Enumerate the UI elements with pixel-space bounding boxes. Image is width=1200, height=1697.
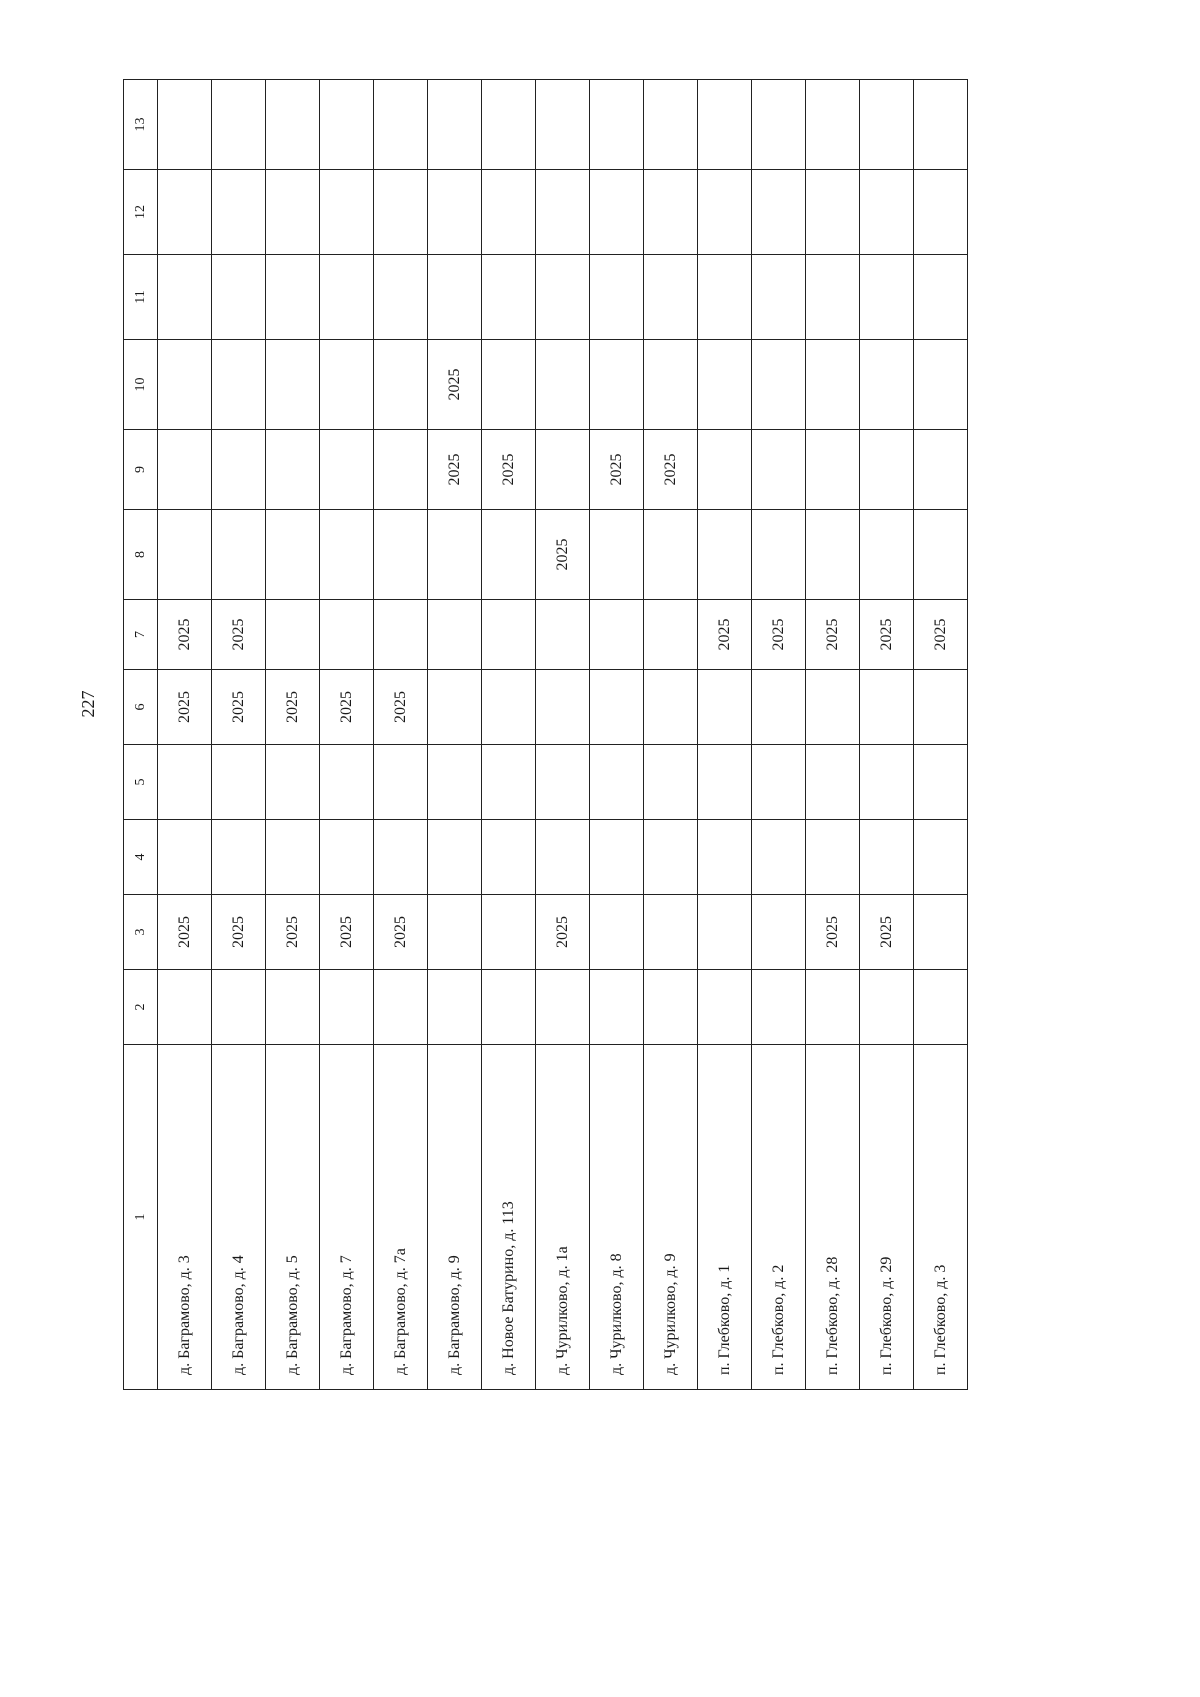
empty-cell (482, 80, 536, 170)
empty-cell (752, 510, 806, 600)
table-row (374, 80, 428, 1390)
empty-cell (428, 895, 482, 970)
year-cell: 2025 (320, 670, 374, 745)
table-header-row (124, 80, 158, 1390)
year-cell: 2025 (158, 895, 212, 970)
empty-cell (644, 820, 698, 895)
empty-cell (914, 170, 968, 255)
empty-cell (266, 170, 320, 255)
empty-cell (860, 80, 914, 170)
empty-cell (482, 895, 536, 970)
empty-cell (158, 510, 212, 600)
empty-cell (914, 820, 968, 895)
empty-cell (266, 820, 320, 895)
empty-cell (536, 970, 590, 1045)
empty-cell (914, 895, 968, 970)
empty-cell (482, 340, 536, 430)
empty-cell (806, 255, 860, 340)
empty-cell (374, 340, 428, 430)
empty-cell (590, 510, 644, 600)
address-cell: д. Баграмово, д. 7а (374, 1045, 428, 1390)
address-cell: п. Глебково, д. 1 (698, 1045, 752, 1390)
year-cell: 2025 (320, 895, 374, 970)
address-cell: п. Глебково, д. 29 (860, 1045, 914, 1390)
empty-cell (374, 510, 428, 600)
address-cell: п. Глебково, д. 2 (752, 1045, 806, 1390)
empty-cell (482, 820, 536, 895)
year-cell: 2025 (860, 600, 914, 670)
table-body (158, 80, 968, 1390)
empty-cell (374, 745, 428, 820)
empty-cell (860, 430, 914, 510)
column-number-header: 7 (124, 600, 158, 670)
empty-cell (860, 340, 914, 430)
empty-cell (158, 255, 212, 340)
empty-cell (590, 820, 644, 895)
empty-cell (752, 745, 806, 820)
empty-cell (644, 895, 698, 970)
empty-cell (482, 670, 536, 745)
year-cell: 2025 (266, 895, 320, 970)
empty-cell (536, 255, 590, 340)
empty-cell (590, 600, 644, 670)
empty-cell (212, 170, 266, 255)
empty-cell (212, 510, 266, 600)
table-row (860, 80, 914, 1390)
table-row (914, 80, 968, 1390)
empty-cell (644, 970, 698, 1045)
empty-cell (428, 255, 482, 340)
column-number-header: 3 (124, 895, 158, 970)
column-number-header: 11 (124, 255, 158, 340)
empty-cell (212, 820, 266, 895)
empty-cell (158, 340, 212, 430)
column-number-header: 12 (124, 170, 158, 255)
empty-cell (590, 80, 644, 170)
year-cell: 2025 (806, 600, 860, 670)
empty-cell (374, 970, 428, 1045)
address-cell: д. Новое Батурино, д. 113 (482, 1045, 536, 1390)
empty-cell (428, 970, 482, 1045)
year-cell: 2025 (536, 510, 590, 600)
empty-cell (752, 80, 806, 170)
empty-cell (644, 170, 698, 255)
empty-cell (536, 670, 590, 745)
year-cell: 2025 (212, 670, 266, 745)
empty-cell (590, 255, 644, 340)
empty-cell (374, 170, 428, 255)
address-cell: д. Чурилково, д. 8 (590, 1045, 644, 1390)
empty-cell (320, 820, 374, 895)
year-cell: 2025 (212, 600, 266, 670)
empty-cell (590, 340, 644, 430)
empty-cell (374, 255, 428, 340)
empty-cell (698, 745, 752, 820)
empty-cell (266, 255, 320, 340)
empty-cell (266, 510, 320, 600)
year-cell: 2025 (536, 895, 590, 970)
empty-cell (698, 255, 752, 340)
year-cell: 2025 (374, 670, 428, 745)
address-cell: д. Баграмово, д. 9 (428, 1045, 482, 1390)
empty-cell (158, 820, 212, 895)
address-cell: д. Чурилково, д. 1а (536, 1045, 590, 1390)
empty-cell (374, 820, 428, 895)
empty-cell (482, 600, 536, 670)
address-cell: д. Чурилково, д. 9 (644, 1045, 698, 1390)
empty-cell (266, 80, 320, 170)
empty-cell (644, 340, 698, 430)
empty-cell (914, 430, 968, 510)
empty-cell (752, 170, 806, 255)
empty-cell (914, 970, 968, 1045)
empty-cell (860, 170, 914, 255)
empty-cell (644, 255, 698, 340)
empty-cell (806, 820, 860, 895)
address-cell: д. Баграмово, д. 4 (212, 1045, 266, 1390)
empty-cell (212, 970, 266, 1045)
table-row (158, 80, 212, 1390)
empty-cell (806, 970, 860, 1045)
empty-cell (374, 600, 428, 670)
year-cell: 2025 (806, 895, 860, 970)
empty-cell (752, 255, 806, 340)
column-number-header: 2 (124, 970, 158, 1045)
empty-cell (644, 600, 698, 670)
empty-cell (590, 745, 644, 820)
empty-cell (428, 80, 482, 170)
empty-cell (536, 745, 590, 820)
empty-cell (266, 970, 320, 1045)
year-cell: 2025 (212, 895, 266, 970)
year-cell: 2025 (374, 895, 428, 970)
column-number-header: 6 (124, 670, 158, 745)
empty-cell (860, 510, 914, 600)
empty-cell (806, 510, 860, 600)
empty-cell (482, 510, 536, 600)
year-cell: 2025 (860, 895, 914, 970)
year-cell: 2025 (752, 600, 806, 670)
empty-cell (698, 970, 752, 1045)
column-number-header: 9 (124, 430, 158, 510)
empty-cell (698, 80, 752, 170)
empty-cell (212, 255, 266, 340)
column-number-header: 13 (124, 80, 158, 170)
year-cell: 2025 (158, 670, 212, 745)
empty-cell (860, 255, 914, 340)
empty-cell (482, 745, 536, 820)
empty-cell (590, 895, 644, 970)
column-number-header: 5 (124, 745, 158, 820)
year-cell: 2025 (698, 600, 752, 670)
year-cell: 2025 (266, 670, 320, 745)
empty-cell (158, 430, 212, 510)
table-row (590, 80, 644, 1390)
empty-cell (320, 170, 374, 255)
empty-cell (536, 430, 590, 510)
address-cell: п. Глебково, д. 28 (806, 1045, 860, 1390)
empty-cell (806, 670, 860, 745)
table-row (212, 80, 266, 1390)
empty-cell (914, 340, 968, 430)
empty-cell (806, 80, 860, 170)
empty-cell (806, 430, 860, 510)
empty-cell (212, 430, 266, 510)
address-cell: д. Баграмово, д. 7 (320, 1045, 374, 1390)
table-row (806, 80, 860, 1390)
empty-cell (860, 670, 914, 745)
empty-cell (914, 80, 968, 170)
empty-cell (320, 340, 374, 430)
empty-cell (536, 340, 590, 430)
empty-cell (428, 510, 482, 600)
empty-cell (698, 430, 752, 510)
empty-cell (536, 80, 590, 170)
empty-cell (320, 80, 374, 170)
empty-cell (590, 970, 644, 1045)
empty-cell (158, 170, 212, 255)
empty-cell (698, 510, 752, 600)
empty-cell (860, 745, 914, 820)
empty-cell (482, 255, 536, 340)
empty-cell (320, 510, 374, 600)
table-row (482, 80, 536, 1390)
empty-cell (590, 170, 644, 255)
empty-cell (644, 745, 698, 820)
empty-cell (806, 340, 860, 430)
empty-cell (914, 510, 968, 600)
schedule-table (123, 79, 968, 1390)
empty-cell (752, 340, 806, 430)
year-cell: 2025 (914, 600, 968, 670)
column-number-header: 10 (124, 340, 158, 430)
empty-cell (752, 970, 806, 1045)
empty-cell (698, 820, 752, 895)
column-number-header: 8 (124, 510, 158, 600)
year-cell: 2025 (428, 430, 482, 510)
empty-cell (860, 970, 914, 1045)
empty-cell (752, 430, 806, 510)
address-cell: п. Глебково, д. 3 (914, 1045, 968, 1390)
empty-cell (266, 340, 320, 430)
empty-cell (752, 670, 806, 745)
empty-cell (212, 80, 266, 170)
empty-cell (914, 255, 968, 340)
empty-cell (536, 820, 590, 895)
empty-cell (428, 670, 482, 745)
empty-cell (374, 80, 428, 170)
empty-cell (158, 80, 212, 170)
empty-cell (806, 170, 860, 255)
table-row (752, 80, 806, 1390)
empty-cell (752, 820, 806, 895)
empty-cell (698, 895, 752, 970)
empty-cell (320, 745, 374, 820)
table-row (644, 80, 698, 1390)
column-number-header: 4 (124, 820, 158, 895)
empty-cell (428, 820, 482, 895)
empty-cell (374, 430, 428, 510)
empty-cell (590, 670, 644, 745)
year-cell: 2025 (644, 430, 698, 510)
empty-cell (698, 170, 752, 255)
empty-cell (212, 340, 266, 430)
empty-cell (158, 745, 212, 820)
empty-cell (320, 255, 374, 340)
page-number: 227 (78, 690, 98, 718)
empty-cell (698, 340, 752, 430)
empty-cell (320, 430, 374, 510)
empty-cell (536, 170, 590, 255)
empty-cell (320, 970, 374, 1045)
empty-cell (536, 600, 590, 670)
table-row (698, 80, 752, 1390)
address-cell: д. Баграмово, д. 5 (266, 1045, 320, 1390)
empty-cell (158, 970, 212, 1045)
empty-cell (266, 600, 320, 670)
empty-cell (860, 820, 914, 895)
empty-cell (806, 745, 860, 820)
empty-cell (428, 600, 482, 670)
empty-cell (914, 670, 968, 745)
empty-cell (644, 80, 698, 170)
empty-cell (914, 745, 968, 820)
empty-cell (482, 170, 536, 255)
empty-cell (428, 170, 482, 255)
empty-cell (644, 670, 698, 745)
year-cell: 2025 (590, 430, 644, 510)
table-row (320, 80, 374, 1390)
empty-cell (698, 670, 752, 745)
empty-cell (752, 895, 806, 970)
empty-cell (266, 745, 320, 820)
empty-cell (266, 430, 320, 510)
year-cell: 2025 (428, 340, 482, 430)
empty-cell (428, 745, 482, 820)
address-cell: д. Баграмово, д. 3 (158, 1045, 212, 1390)
table-row (266, 80, 320, 1390)
empty-cell (644, 510, 698, 600)
year-cell: 2025 (158, 600, 212, 670)
schedule-table-wrapper (123, 80, 967, 1390)
empty-cell (320, 600, 374, 670)
table-row (536, 80, 590, 1390)
empty-cell (482, 970, 536, 1045)
empty-cell (212, 745, 266, 820)
year-cell: 2025 (482, 430, 536, 510)
table-row (428, 80, 482, 1390)
column-number-header: 1 (124, 1045, 158, 1390)
